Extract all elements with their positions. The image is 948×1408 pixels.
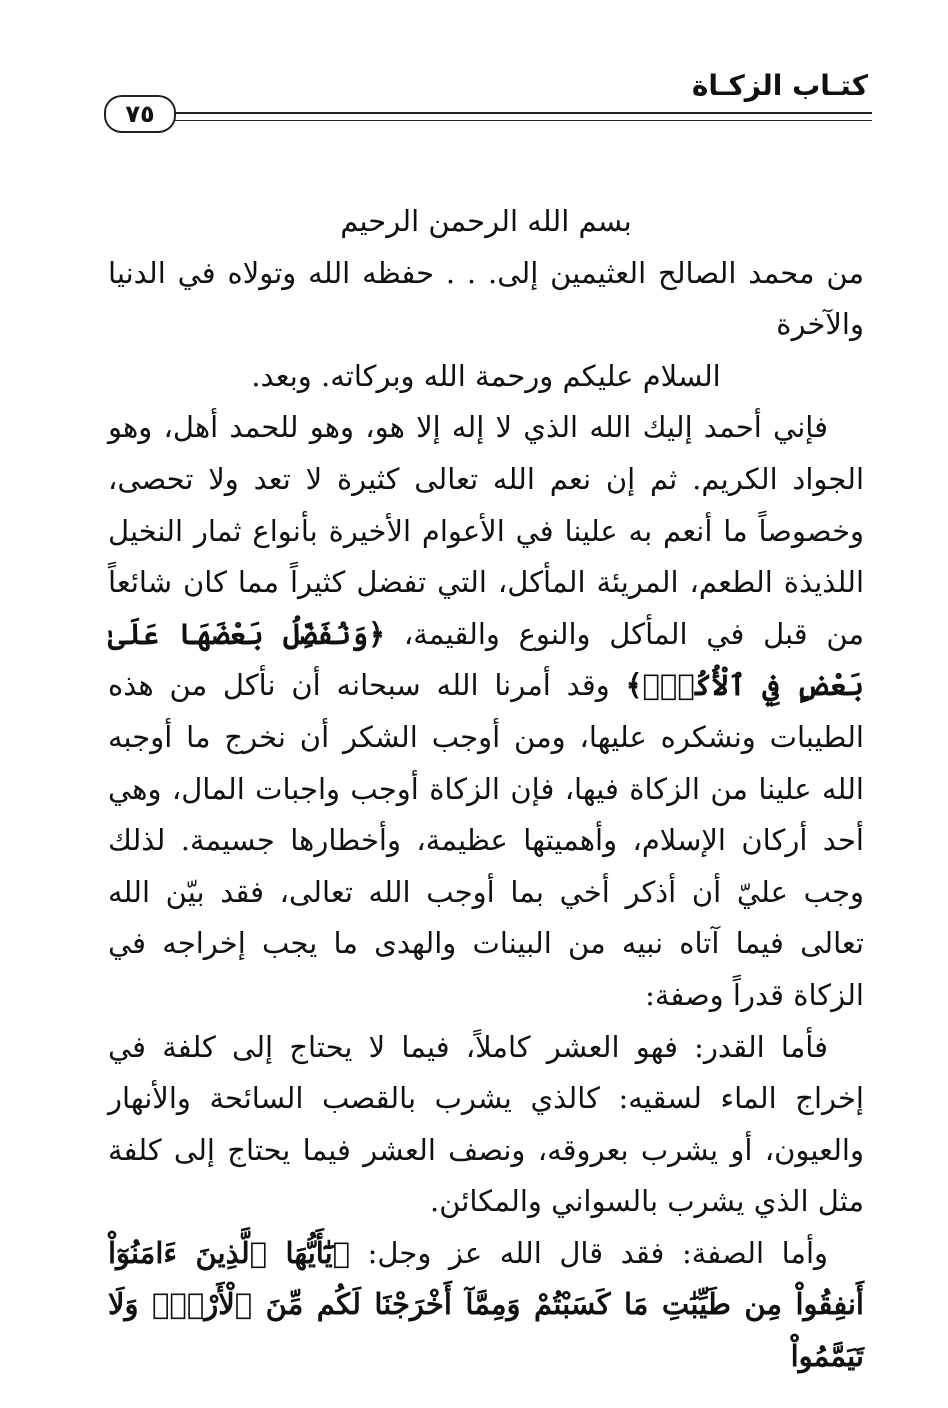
page-body [108,196,864,1383]
quran-verse-1: ﴿وَنُفَضِّلُ بَعْضَهَا عَلَىٰ بَعْضٍ فِي ٱلْأُكُلِۚ﴾ [108,616,865,703]
paragraph-amount: فأما القدر: فهو العشر كاملاً، فيما لا يحتاج إلى كلفة في إخراج الماء لسقيه: كالذي يشرب بالقصب السائحة والأنهار والعيون، أو يشرب بعروقه، ونصف العشر فيما يحتاج إلى كلفة مثل الذي يشرب بالسواني والمكائن. [108,1029,864,1219]
paragraph-praise-text-2: وقد أمرنا الله سبحانه أن نأكل من هذه الطيبات ونشكره عليها، ومن أوجب الشكر أن نخرج ما أوجبه الله علينا من الزكاة فيها، فإن الزكاة أوجب واجبات المال، وهي أحد أركان الإسلام، وأهميتها عظيمة، وأخطارها جسيمة. لذلك وجب عليّ أن أذكر أخي بما أوجب الله تعالى، فقد بيّن الله تعالى فيما آتاه نبيه من البينات والهدى ما يجب إخراجه في الزكاة قدراً وصفة: [108,668,864,1012]
header-rule [168,112,872,121]
paragraph-praise-text-1: فإني أحمد إليك الله الذي لا إله إلا هو، وهو للحمد أهل، وهو الجواد الكريم. ثم إن نعم الله تعالى كثيرة لا تعد ولا تحصى، وخصوصاً ما أنعم به علينا في الأعوام الأخيرة بأنواع ثمار النخيل اللذيذة الطعم، المريئة المأكل، التي تفضل كثيراً مما كان شائعاً من قبل في المأكل والنوع والقيمة، [108,410,865,651]
basmala: بسم الله الرحمن الرحيم [340,204,632,238]
paragraph-description [108,1228,864,1383]
paragraph-praise [108,402,864,1021]
running-header-title: كتـاب الزكـاة [691,69,868,102]
quran-verse-2: ﴿يَٰٓأَيُّهَا ٱلَّذِينَ ءَامَنُوٓاْ أَنفِقُواْ مِن طَيِّبَٰتِ مَا كَسَبْتُمْ وَمِمَّآ أَخْرَجْنَا لَكُم مِّنَ ٱلْأَرْضِۖ وَلَا تَيَمَّمُواْ [108,1235,864,1374]
paragraph-description-intro: وأما الصفة: فقد قال الله عز وجل: [367,1235,829,1270]
greeting: السلام عليكم ورحمة الله وبركاته. وبعد. [251,358,721,393]
letter-address: من محمد الصالح العثيمين إلى. . . حفظه الله وتولاه في الدنيا والآخرة [108,255,864,342]
page-number: ٧٥ [104,95,176,133]
